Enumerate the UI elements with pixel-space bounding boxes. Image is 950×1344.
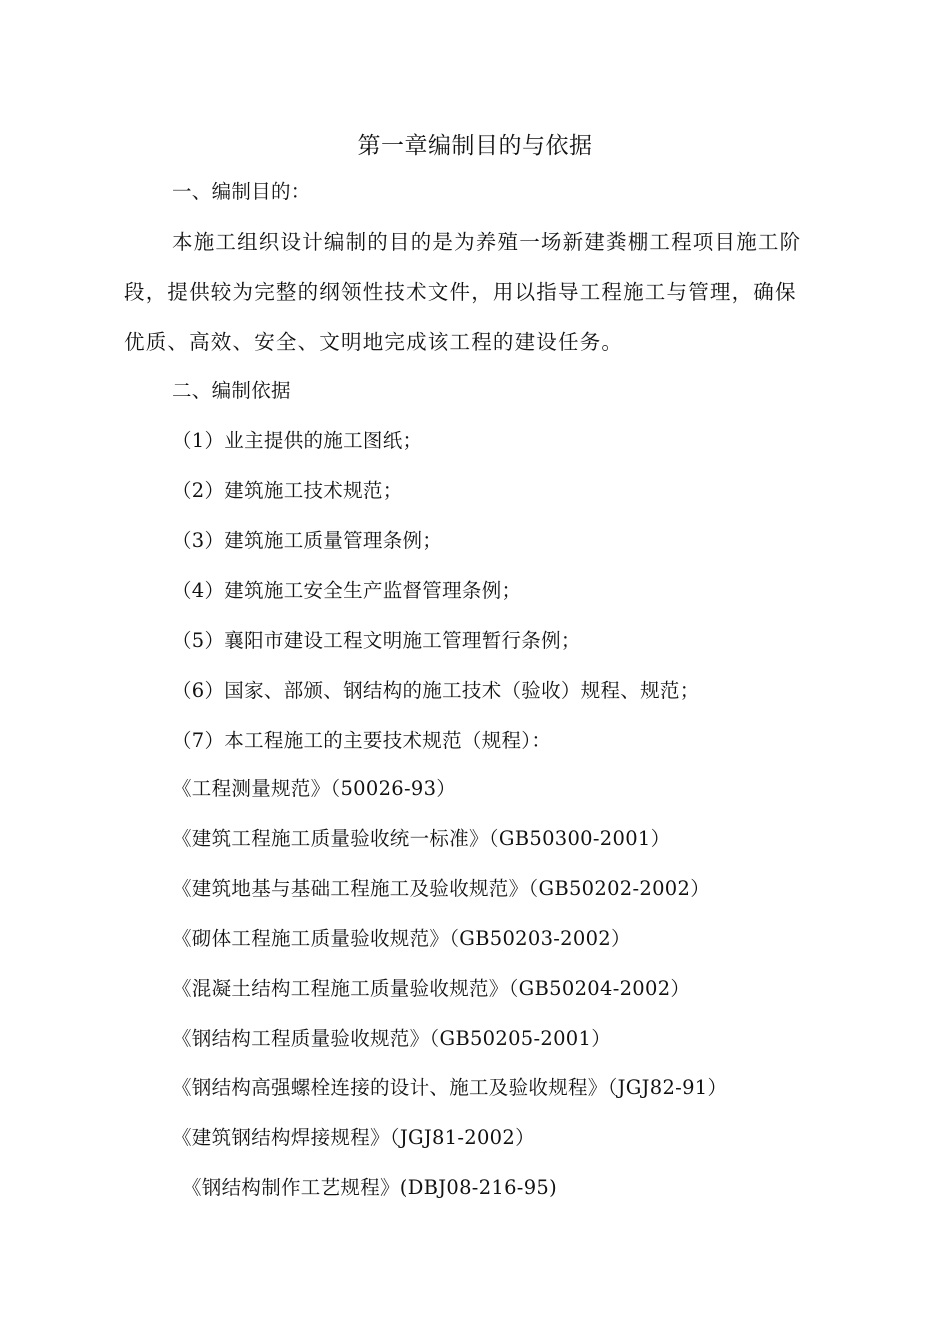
basis-item: （3）建筑施工质量管理条例； [172,529,443,552]
basis-item: （6）国家、部颁、钢结构的施工技术（验收）规程、规范； [172,679,700,702]
basis-item: （4）建筑施工安全生产监督管理条例； [172,579,522,602]
standard-reference: 《钢结构高强螺栓连接的设计、施工及验收规程》（JGJ82-91） [172,1076,728,1099]
purpose-paragraph-line-2: 段，提供较为完整的纲领性技术文件，用以指导工程施工与管理，确保 [124,280,797,304]
standard-reference: 《钢结构制作工艺规程》(DBJ08-216-95) [182,1176,558,1199]
standard-reference: 《混凝土结构工程施工质量验收规范》（GB50204-2002） [172,977,691,1000]
standard-reference: 《建筑工程施工质量验收统一标准》（GB50300-2001） [172,827,671,850]
basis-item: （1）业主提供的施工图纸； [172,429,423,452]
section-heading-purpose: 一、编制目的： [172,180,311,203]
purpose-paragraph-line-3: 优质、高效、安全、文明地完成该工程的建设任务。 [124,330,624,354]
standard-reference: 《工程测量规范》（50026-93） [172,777,457,800]
basis-item: （5）襄阳市建设工程文明施工管理暂行条例； [172,629,581,652]
purpose-paragraph-line-1: 本施工组织设计编制的目的是为养殖一场新建粪棚工程项目施工阶 [172,230,802,254]
section-heading-basis: 二、编制依据 [172,379,291,402]
standard-reference: 《建筑钢结构焊接规程》（JGJ81-2002） [172,1126,535,1149]
basis-item: （2）建筑施工技术规范； [172,479,403,502]
basis-item: （7）本工程施工的主要技术规范（规程）： [172,729,552,752]
standard-reference: 《建筑地基与基础工程施工及验收规范》（GB50202-2002） [172,877,711,900]
standard-reference: 《钢结构工程质量验收规范》（GB50205-2001） [172,1027,612,1050]
chapter-title: 第一章编制目的与依据 [357,133,593,159]
standard-reference: 《砌体工程施工质量验收规范》（GB50203-2002） [172,927,631,950]
